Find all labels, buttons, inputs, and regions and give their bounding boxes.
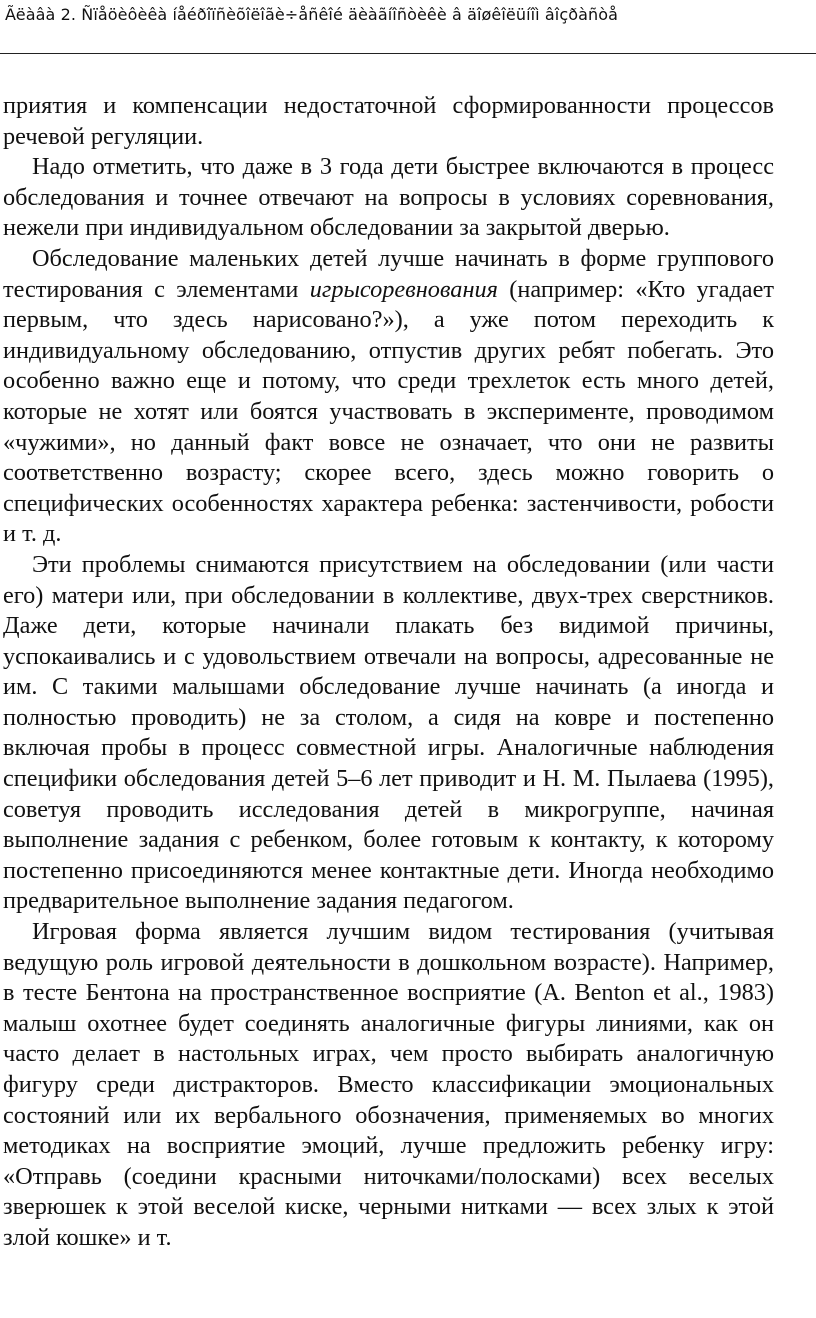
header-divider <box>0 53 816 54</box>
paragraph-group-testing-start: Обследование маленьких детей лучше начинать в форме группового тестирования с элементами <box>3 244 774 303</box>
paragraph-game-form: Игровая форма является лучшим видом тестирования (учитывая ведущую роль игровой деятельности в дошкольном возрасте). Например, в тесте Бентона на пространственное восприятие (A. Benton et al., 1983) малыш охотнее будет соединять аналогичные фигуры линиями, как он часто делает в настольных играх, чем просто выбирать аналогичную фигуру среди дистракторов. Вместо классификации эмоциональных состояний или их вербального обозначения, применяемых во многих методиках на восприятие эмоций, лучше предложить ребенку игру: «Отправь (соедини красными ниточками/полосками) всех веселых зверюшек к этой веселой киске, черными нитками — всех злых к этой злой кошке» и т. <box>3 918 774 1251</box>
paragraph-age-three: Надо отметить, что даже в 3 года дети быстрее включаются в процесс обследования и точнее отвечают на вопросы в условиях соревнования, нежели при индивидуальном обследовании за закрытой дверью. <box>3 153 774 242</box>
page-header <box>0 0 816 56</box>
paragraph-group-testing <box>3 244 774 550</box>
paragraph-continuation: приятия и компенсации недостаточной сформированности процессов речевой регуляции. <box>3 92 774 150</box>
running-header-title: Ãëàâà 2. Ñïåöèôèêà íåéðîïñèõîëîãè÷åñêîé äèàãíîñòèêè â äîøêîëüíîì âîçðàñòå <box>5 5 619 24</box>
paragraph-group-testing-end: (например: «Кто угадает первым, что здесь нарисовано?»), а уже потом переходить к индивидуальному обследованию, отпустив других ребят побегать. Это особенно важно еще и потому, что среди трехлеток есть много детей, которые не хотят или боятся участвовать в эксперименте, проводимом «чужими», но данный факт вовсе не означает, что они не развиты соответственно возрасту; скорее всего, здесь можно говорить о специфических особенностях характера ребенка: застенчивости, робости и т. д. <box>3 275 774 548</box>
italic-term: игрысоревнования <box>309 275 498 303</box>
page-body <box>3 91 774 1254</box>
paragraph-mother-presence: Эти проблемы снимаются присутствием на обследовании (или части его) матери или, при обследовании в коллективе, двух-трех сверстников. Даже дети, которые начинали плакать без видимой причины, успокаивались и с удовольствием отвечали на вопросы, адресованные не им. С такими малышами обследование лучше начинать (а иногда и полностью проводить) не за столом, а сидя на ковре и постепенно включая пробы в процесс совместной игры. Аналогичные наблюдения специфики обследования детей 5–6 лет приводит и Н. М. Пылаева (1995), советуя проводить исследования детей в микрогруппе, начиная выполнение задания с ребенком, более готовым к контакту, к которому постепенно присоединяются менее контактные дети. Иногда необходимо предварительное выполнение задания педагогом. <box>3 550 774 915</box>
